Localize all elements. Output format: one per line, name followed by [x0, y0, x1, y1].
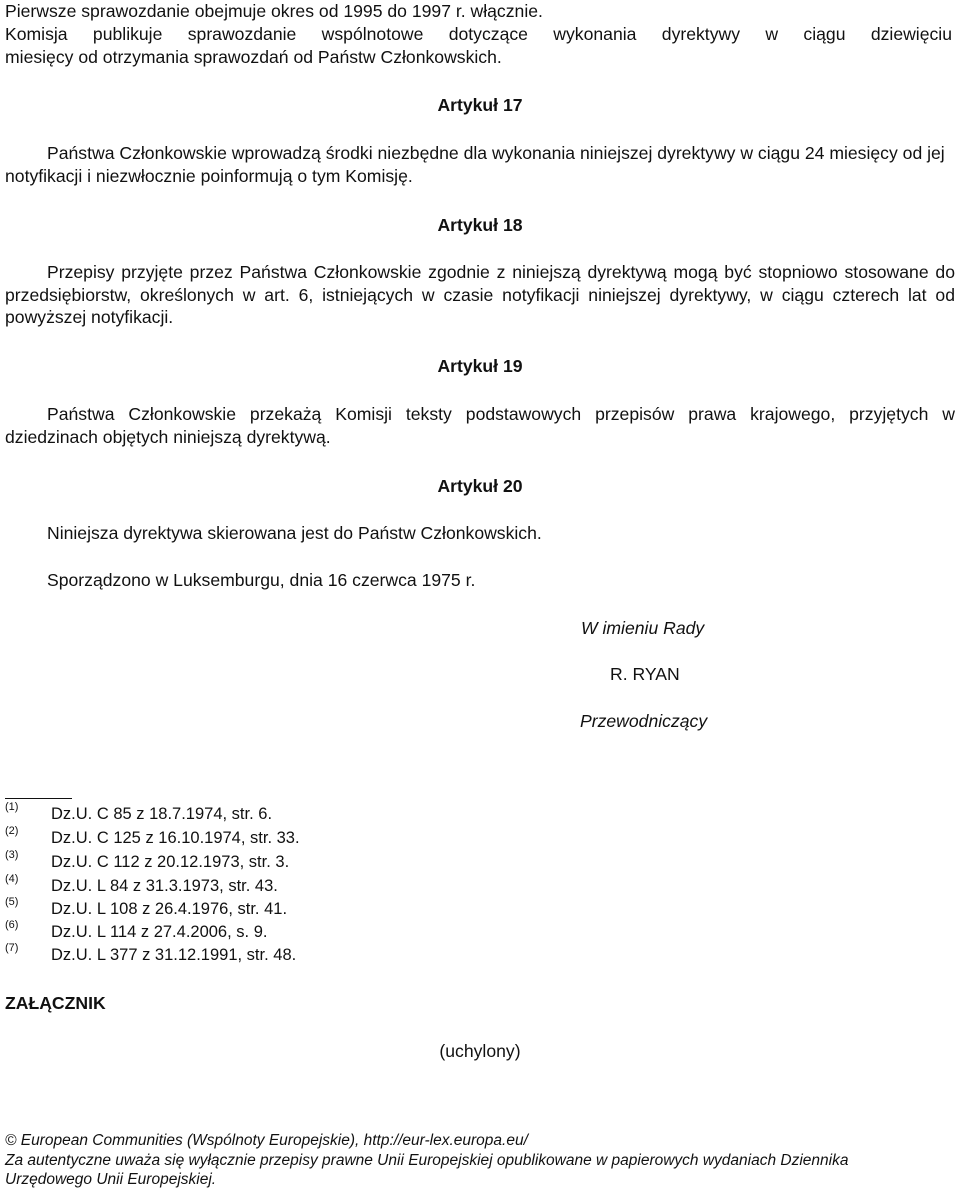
article-18-text: Przepisy przyjęte przez Państwa Członkowskie zgodnie z niniejszą dyrektywą mogą być stopniowo stosowane do przedsiębiorstw, określonych w art. 6, istniejących w czasie notyfikacji niniejszej dyrektywy, w ciągu czterech lat od powyższej notyfikacji. [5, 262, 955, 327]
footnote-text: Dz.U. L 114 z 27.4.2006, s. 9. [51, 923, 268, 941]
intro-line: Pierwsze sprawozdanie obejmuje okres od 1995 do 1997 r. włącznie. [5, 1, 543, 21]
done-at: Sporządzono w Luksemburgu, dnia 16 czerwca 1975 r. [47, 570, 476, 590]
footnote-text: Dz.U. C 125 z 16.10.1974, str. 33. [51, 829, 300, 847]
footnote-text: Dz.U. L 377 z 31.12.1991, str. 48. [51, 946, 297, 964]
footnote-mark: (4) [5, 873, 19, 885]
footnote-mark: (7) [5, 942, 19, 954]
footnote-text: Dz.U. C 85 z 18.7.1974, str. 6. [51, 805, 273, 823]
annex-note: (uchylony) [439, 1041, 521, 1061]
footnote-mark: (6) [5, 919, 19, 931]
signatory-role: Przewodniczący [580, 711, 708, 731]
footnote-mark: (1) [5, 801, 19, 813]
article-19-text: Państwa Członkowskie przekażą Komisji teksty podstawowych przepisów prawa krajowego, przyjętych w dziedzinach objętych niniejszą dyrektywą. [5, 404, 955, 447]
footnote-mark: (5) [5, 896, 19, 908]
annex-title: ZAŁĄCZNIK [5, 993, 106, 1013]
on-behalf-of: W imieniu Rady [581, 618, 705, 638]
article-19-title: Artykuł 19 [437, 356, 523, 376]
article-20-text: Niniejsza dyrektywa skierowana jest do Państw Członkowskich. [47, 523, 542, 543]
article-17-text: Państwa Członkowskie wprowadzą środki niezbędne dla wykonania niniejszej dyrektywy w ciągu 24 miesięcy od jej notyfikacji i niezwłocznie poinformują o tym Komisję. [5, 143, 945, 186]
article-20-title: Artykuł 20 [437, 476, 523, 496]
footnote-mark: (3) [5, 849, 19, 861]
legal-disclaimer: Za autentyczne uważa się wyłącznie przepisy prawne Unii Europejskiej opublikowane w papierowych wydaniach Dziennika Urzędowego Unii Europejskiej. [5, 1152, 849, 1188]
signatory-name: R. RYAN [610, 664, 680, 684]
footnote-mark: (2) [5, 825, 19, 837]
copyright-notice: © European Communities (Wspólnoty Europejskie), http://eur-lex.europa.eu/ [5, 1132, 528, 1149]
intro-line: Komisja publikuje sprawozdanie wspólnotowe dotyczące wykonania dyrektywy w ciągu dziewięciu [5, 24, 952, 44]
intro-line: miesięcy od otrzymania sprawozdań od Państw Członkowskich. [5, 47, 502, 67]
article-17-title: Artykuł 17 [437, 95, 523, 115]
footnote-text: Dz.U. L 108 z 26.4.1976, str. 41. [51, 900, 288, 918]
footnote-text: Dz.U. L 84 z 31.3.1973, str. 43. [51, 877, 278, 895]
article-18-title: Artykuł 18 [437, 215, 523, 235]
footnote-text: Dz.U. C 112 z 20.12.1973, str. 3. [51, 853, 290, 871]
